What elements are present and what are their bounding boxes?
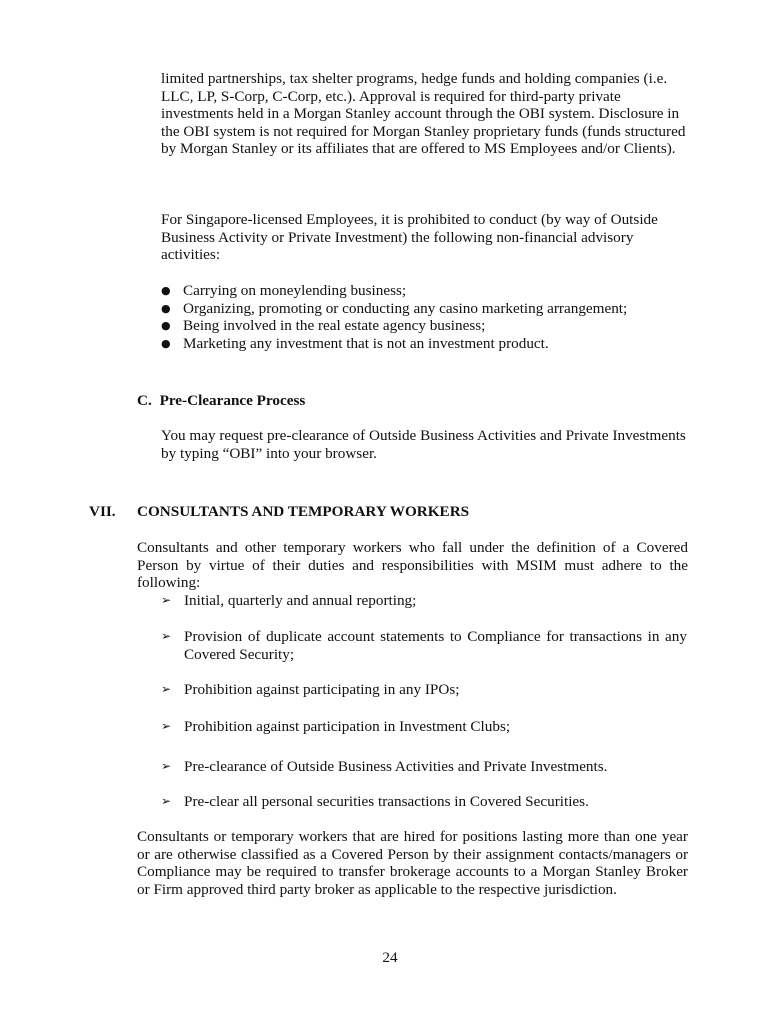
- list-item: ➢ Prohibition against participation in Investment Clubs;: [161, 718, 511, 735]
- page-number: 24: [382, 949, 398, 966]
- singapore-paragraph: For Singapore-licensed Employees, it is prohibited to conduct (by way of Outside Business Activity or Private Investment) the following non-financial advisory activities:: [161, 211, 658, 264]
- arrow-bullet-icon: ➢: [161, 593, 172, 607]
- list-item: ➢ Prohibition against participating in any IPOs;: [161, 681, 460, 698]
- list-item: ● Organizing, promoting or conducting any casino marketing arrangement;: [161, 299, 628, 317]
- list-item: ➢ Pre-clearance of Outside Business Activities and Private Investments.: [161, 758, 608, 775]
- bullet-icon: ●: [161, 336, 171, 350]
- list-item: ● Being involved in the real estate agency business;: [161, 317, 486, 335]
- section-vii-title: CONSULTANTS AND TEMPORARY WORKERS: [137, 503, 470, 520]
- bullet-icon: ●: [161, 284, 171, 297]
- arrow-bullet-icon: ➢: [161, 629, 172, 643]
- list-item: ➢ Initial, quarterly and annual reporting;: [161, 592, 417, 609]
- section-c-title: Pre-Clearance Process: [159, 392, 306, 409]
- arrow-bullet-icon: ➢: [161, 759, 172, 773]
- list-item: ● Carrying on moneylending business;: [161, 282, 407, 299]
- arrow-bullet-icon: ➢: [161, 794, 172, 808]
- arrow-bullet-icon: ➢: [161, 719, 172, 733]
- section-c-body: You may request pre-clearance of Outside Business Activities and Private Investments by typing “OBI” into your browser.: [161, 427, 686, 462]
- arrow-bullet-icon: ➢: [161, 682, 172, 696]
- list-item: ➢ Provision of duplicate account statements to Compliance for transactions in any Covered Security;: [161, 628, 687, 663]
- list-item: ➢ Pre-clear all personal securities transactions in Covered Securities.: [161, 793, 589, 810]
- list-item: ● Marketing any investment that is not an investment product.: [161, 334, 549, 352]
- section-vii-arrow-list: [161, 0, 687, 820]
- section-vii-intro: Consultants and other temporary workers who fall under the definition of a Covered Person by virtue of their duties and responsibilities with MSIM must adhere to the following:: [137, 539, 688, 592]
- section-vii-closing: Consultants or temporary workers that are hired for positions lasting more than one year or are otherwise classified as a Covered Person by their assignment contacts/managers or Compliance may be required to transfer brokerage accounts to a Morgan Stanley Broker or Firm approved third party broker as applicable to the respective jurisdiction.: [137, 828, 688, 898]
- bullet-icon: ●: [161, 319, 171, 333]
- section-c-label: C.: [137, 392, 152, 409]
- section-vii-number: VII.: [89, 503, 116, 520]
- intro-paragraph: limited partnerships, tax shelter programs, hedge funds and holding companies (i.e. LLC, LP, S-Corp, C-Corp, etc.). Approval is required for third-party private investments held in a Morgan Stanley account through the OBI system. Disclosure in the OBI system is not required for Morgan Stanley proprietary funds (funds structured by Morgan Stanley or its affiliates that are offered to MS Employees and/or Clients).: [161, 70, 686, 158]
- bullet-icon: ●: [161, 301, 171, 315]
